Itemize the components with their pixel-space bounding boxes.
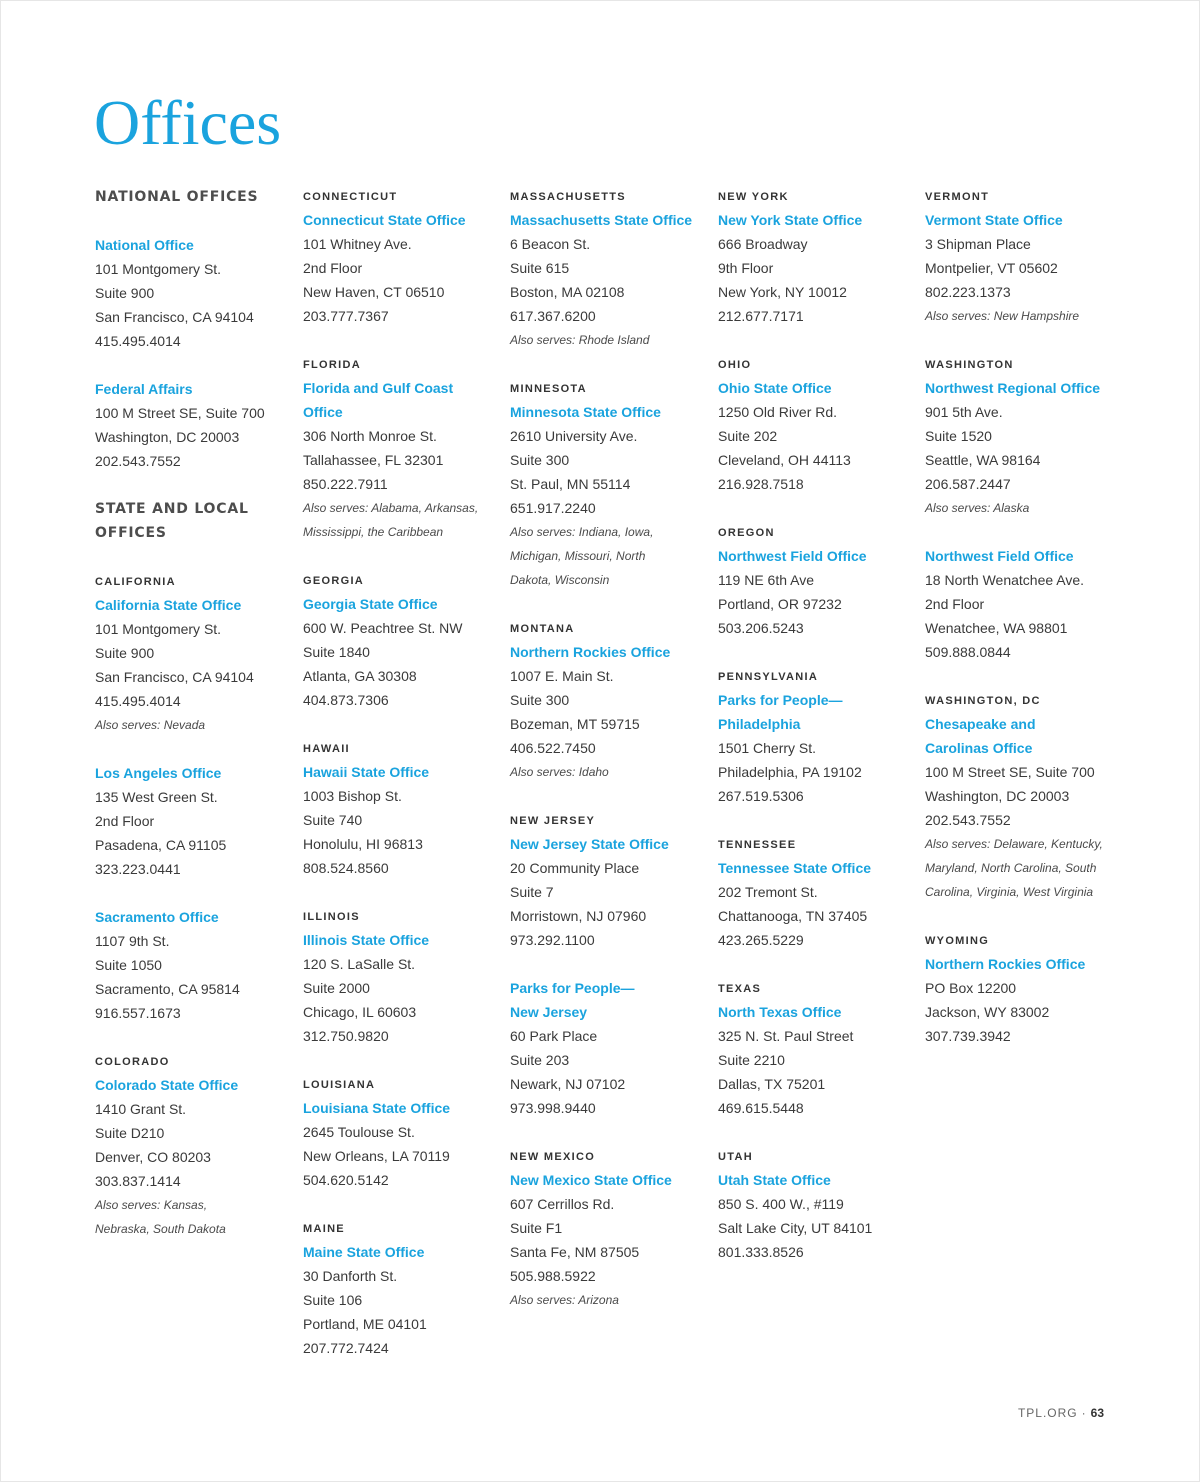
address-line: 307.739.3942 [925,1028,1011,1044]
office-name[interactable]: Vermont State Office [925,212,1063,228]
office-entry [510,976,705,1120]
office-name[interactable]: New Mexico State Office [510,1172,672,1188]
address-line: 423.265.5229 [718,932,804,948]
heading-line: STATE AND LOCAL [95,501,249,517]
address-line: Boston, MA 02108 [510,284,625,300]
state-offices-list [718,184,913,1264]
address-line: 802.223.1373 [925,284,1011,300]
office-entry [95,761,290,881]
office-entry [510,808,705,952]
address-line: Suite 202 [718,428,778,444]
address-line: San Francisco, CA 94104 [95,669,254,685]
office-name[interactable]: National Office [95,237,194,253]
state-label: WYOMING [925,935,990,947]
state-label: LOUISIANA [303,1079,376,1091]
state-offices-list [510,184,705,1312]
also-serves-note: Also serves: Arizona [510,1293,619,1307]
address-line: PO Box 12200 [925,980,1017,996]
footer-separator: · [1081,1406,1087,1420]
office-name[interactable]: New Jersey State Office [510,836,669,852]
state-label: CALIFORNIA [95,576,176,588]
office-entry [510,376,705,592]
office-entry [303,568,498,712]
office-entry [718,664,913,808]
address-line: Suite 7 [510,884,554,900]
address-line: San Francisco, CA 94104 [95,309,254,325]
address-line: Honolulu, HI 96813 [303,836,423,852]
address-line: 2nd Floor [925,596,985,612]
address-line: 1003 Bishop St. [303,788,402,804]
office-name[interactable]: Northern Rockies Office [510,644,671,660]
address-line: Philadelphia, PA 19102 [718,764,862,780]
office-name[interactable]: Massachusetts State Office [510,212,693,228]
office-name[interactable]: Federal Affairs [95,381,193,397]
also-serves-note: Dakota, Wisconsin [510,573,610,587]
address-line: Montpelier, VT 05602 [925,260,1058,276]
office-name[interactable]: Colorado State Office [95,1077,239,1093]
office-entry [718,832,913,952]
address-line: Pasadena, CA 91105 [95,837,227,853]
address-line: 617.367.6200 [510,308,596,324]
state-offices-list [303,184,498,1360]
address-line: 3 Shipman Place [925,236,1031,252]
office-entry [718,520,913,640]
office-name[interactable]: Northwest Field Office [718,548,867,564]
address-line: 505.988.5922 [510,1268,596,1284]
state-label: OREGON [718,527,775,539]
address-line: 60 Park Place [510,1028,598,1044]
state-offices-list [925,184,1120,1048]
address-line: Cleveland, OH 44113 [718,452,851,468]
office-name[interactable]: Florida and Gulf Coast [303,380,454,396]
page-title: Offices [94,87,282,158]
address-line: 406.522.7450 [510,740,596,756]
address-line: Sacramento, CA 95814 [95,981,240,997]
address-line: 100 M Street SE, Suite 700 [925,764,1095,780]
address-line: 101 Whitney Ave. [303,236,412,252]
address-line: Suite 2210 [718,1052,785,1068]
office-name[interactable]: Office [303,404,343,420]
site-url[interactable]: TPL.ORG [1017,1406,1078,1420]
office-name[interactable]: Tennessee State Office [718,860,872,876]
address-line: Suite D210 [95,1125,165,1141]
address-line: Suite 900 [95,285,155,301]
office-entry [303,736,498,880]
address-line: Chattanooga, TN 37405 [718,908,868,924]
state-label: HAWAII [303,743,350,755]
address-line: 323.223.0441 [95,861,181,877]
state-label: MAINE [303,1223,345,1235]
address-line: 801.333.8526 [718,1244,804,1260]
office-name[interactable]: Philadelphia [718,716,801,732]
state-label: TENNESSEE [718,839,797,851]
address-line: 119 NE 6th Ave [718,572,814,588]
office-entry [303,184,498,328]
also-serves-note: Also serves: Rhode Island [510,333,650,347]
address-line: Suite F1 [510,1220,563,1236]
address-line: 120 S. LaSalle St. [303,956,416,972]
address-line: 1410 Grant St. [95,1101,187,1117]
address-line: Suite 106 [303,1292,363,1308]
heading-line: OFFICES [95,525,167,541]
office-name[interactable]: New York State Office [718,212,863,228]
also-serves-note: Also serves: Delaware, Kentucky, [925,837,1103,851]
address-line: New Haven, CT 06510 [303,284,445,300]
address-line: 808.524.8560 [303,860,389,876]
office-name[interactable]: Louisiana State Office [303,1100,451,1116]
office-entry [718,352,913,496]
address-line: Santa Fe, NM 87505 [510,1244,640,1260]
also-serves-note: Maryland, North Carolina, South [925,861,1097,875]
address-line: 212.677.7171 [718,308,804,324]
state-label: PENNSYLVANIA [718,671,819,683]
state-label: GEORGIA [303,575,365,587]
address-line: 20 Community Place [510,860,640,876]
address-line: 9th Floor [718,260,774,276]
also-serves-note: Mississippi, the Caribbean [303,525,444,539]
address-line: Denver, CO 80203 [95,1149,211,1165]
page-footer [1018,1403,1104,1423]
address-line: 207.772.7424 [303,1340,389,1356]
address-line: Wenatchee, WA 98801 [925,620,1068,636]
address-line: Bozeman, MT 59715 [510,716,640,732]
office-entry [510,616,705,784]
address-line: New Orleans, LA 70119 [303,1148,450,1164]
office-entry [303,352,498,544]
address-line: 1501 Cherry St. [718,740,817,756]
column-5 [925,184,1120,1072]
office-name[interactable]: Parks for People— [510,980,635,996]
address-line: Newark, NJ 07102 [510,1076,626,1092]
address-line: 1007 E. Main St. [510,668,614,684]
address-line: Morristown, NJ 07960 [510,908,647,924]
address-line: 267.519.5306 [718,788,804,804]
address-line: 415.495.4014 [95,333,181,349]
office-name[interactable]: Hawaii State Office [303,764,430,780]
column-3 [510,184,705,1336]
office-name[interactable]: Northwest Field Office [925,548,1074,564]
address-line: 18 North Wenatchee Ave. [925,572,1085,588]
address-line: Suite 740 [303,812,363,828]
office-entry [95,905,290,1025]
address-line: 469.615.5448 [718,1100,804,1116]
also-serves-note: Also serves: Kansas, [95,1198,208,1212]
office-name[interactable]: Northwest Regional Office [925,380,1101,396]
office-name[interactable]: Northern Rockies Office [925,956,1086,972]
office-name[interactable]: Connecticut State Office [303,212,466,228]
address-line: St. Paul, MN 55114 [510,476,631,492]
address-line: 202.543.7552 [925,812,1011,828]
state-label: MASSACHUSETTS [510,191,626,203]
state-label: ILLINOIS [303,911,360,923]
office-name[interactable]: New Jersey [510,1004,588,1020]
address-line: 216.928.7518 [718,476,804,492]
address-line: 2nd Floor [95,813,155,829]
state-label: COLORADO [95,1056,170,1068]
address-line: 404.873.7306 [303,692,389,708]
address-line: Dallas, TX 75201 [718,1076,826,1092]
state-local-offices-heading [95,497,290,545]
address-line: 607 Cerrillos Rd. [510,1196,615,1212]
address-line: Washington, DC 20003 [925,788,1070,804]
address-line: 666 Broadway [718,236,808,252]
address-line: 312.750.9820 [303,1028,389,1044]
address-line: Suite 203 [510,1052,570,1068]
also-serves-note: Also serves: Indiana, Iowa, [510,525,654,539]
office-entry [925,184,1120,328]
address-line: 2nd Floor [303,260,363,276]
address-line: Jackson, WY 83002 [925,1004,1050,1020]
address-line: 101 Montgomery St. [95,621,222,637]
address-line: 101 Montgomery St. [95,261,222,277]
address-line: 415.495.4014 [95,693,181,709]
address-line: Suite 2000 [303,980,370,996]
address-line: Chicago, IL 60603 [303,1004,417,1020]
address-line: New York, NY 10012 [718,284,847,300]
state-label: VERMONT [925,191,990,203]
address-line: Portland, ME 04101 [303,1316,427,1332]
national-offices-heading: NATIONAL OFFICES [95,189,259,205]
office-name[interactable]: Carolinas Office [925,740,1033,756]
office-entry [303,904,498,1048]
address-line: 504.620.5142 [303,1172,389,1188]
address-line: Tallahassee, FL 32301 [303,452,444,468]
also-serves-note: Also serves: Nevada [95,718,206,732]
page-number: 63 [1090,1406,1104,1420]
state-label: NEW YORK [718,191,789,203]
address-line: 850.222.7911 [303,476,388,492]
also-serves-note: Nebraska, South Dakota [95,1222,226,1236]
address-line: 306 North Monroe St. [303,428,437,444]
state-label: MINNESOTA [510,383,587,395]
office-entry [718,976,913,1120]
address-line: 203.777.7367 [303,308,389,324]
state-label: TEXAS [718,983,762,995]
column-1 [95,184,290,1265]
office-entry [95,377,290,473]
state-label: WASHINGTON, DC [925,695,1041,707]
address-line: 901 5th Ave. [925,404,1003,420]
address-line: 973.292.1100 [510,932,595,948]
address-line: 651.917.2240 [510,500,596,516]
office-entry [95,233,290,353]
address-line: 916.557.1673 [95,1005,181,1021]
office-name[interactable]: Parks for People— [718,692,843,708]
office-name[interactable]: Illinois State Office [303,932,430,948]
office-name[interactable]: Minnesota State Office [510,404,661,420]
address-line: 509.888.0844 [925,644,1011,660]
address-line: 100 M Street SE, Suite 700 [95,405,265,421]
address-line: 1250 Old River Rd. [718,404,838,420]
office-name[interactable]: North Texas Office [718,1004,842,1020]
address-line: 503.206.5243 [718,620,804,636]
state-label: WASHINGTON [925,359,1014,371]
address-line: 202.543.7552 [95,453,181,469]
state-label: MONTANA [510,623,575,635]
office-name[interactable]: California State Office [95,597,242,613]
address-line: 2645 Toulouse St. [303,1124,415,1140]
office-entry [718,1144,913,1264]
office-entry [925,544,1120,664]
state-offices-list [95,569,290,1241]
office-name[interactable]: Georgia State Office [303,596,438,612]
also-serves-note: Also serves: New Hampshire [925,309,1080,323]
address-line: Washington, DC 20003 [95,429,240,445]
address-line: 600 W. Peachtree St. NW [303,620,463,636]
office-entry [925,688,1120,904]
office-entry [718,184,913,328]
also-serves-note: Carolina, Virginia, West Virginia [925,885,1094,899]
state-label: FLORIDA [303,359,361,371]
office-entry [303,1216,498,1360]
address-line: 303.837.1414 [95,1173,181,1189]
address-line: 1107 9th St. [95,933,170,949]
address-line: Suite 300 [510,692,570,708]
address-line: 206.587.2447 [925,476,1011,492]
address-line: 202 Tremont St. [718,884,818,900]
office-entry [95,1049,290,1241]
address-line: Suite 1520 [925,428,992,444]
office-entry [95,569,290,737]
address-line: Atlanta, GA 30308 [303,668,417,684]
office-entry [925,352,1120,520]
address-line: 325 N. St. Paul Street [718,1028,854,1044]
state-label: NEW JERSEY [510,815,596,827]
also-serves-note: Also serves: Alaska [925,501,1030,515]
address-line: 135 West Green St. [95,789,218,805]
address-line: Salt Lake City, UT 84101 [718,1220,873,1236]
state-label: NEW MEXICO [510,1151,596,1163]
column-2 [303,184,498,1384]
national-offices-list [95,233,290,473]
office-name[interactable]: Ohio State Office [718,380,832,396]
office-entry [303,1072,498,1192]
state-label: UTAH [718,1151,753,1163]
office-name[interactable]: Maine State Office [303,1244,425,1260]
address-line: 850 S. 400 W., #119 [718,1196,844,1212]
also-serves-note: Also serves: Alabama, Arkansas, [303,501,479,515]
address-line: 30 Danforth St. [303,1268,398,1284]
address-line: Suite 900 [95,645,155,661]
address-line: 6 Beacon St. [510,236,591,252]
office-entry [925,928,1120,1048]
column-4 [718,184,913,1288]
address-line: Suite 1840 [303,644,370,660]
address-line: Portland, OR 97232 [718,596,842,612]
address-line: Suite 300 [510,452,570,468]
address-line: 2610 University Ave. [510,428,638,444]
state-label: CONNECTICUT [303,191,398,203]
office-name[interactable]: Sacramento Office [95,909,219,925]
address-line: Suite 1050 [95,957,162,973]
address-line: Suite 615 [510,260,570,276]
address-line: 973.998.9440 [510,1100,596,1116]
state-label: OHIO [718,359,752,371]
office-name[interactable]: Los Angeles Office [95,765,222,781]
office-name[interactable]: Utah State Office [718,1172,831,1188]
also-serves-note: Also serves: Idaho [510,765,609,779]
address-line: Seattle, WA 98164 [925,452,1041,468]
also-serves-note: Michigan, Missouri, North [510,549,646,563]
office-entry [510,1144,705,1312]
office-name[interactable]: Chesapeake and [925,716,1036,732]
office-entry [510,184,705,352]
